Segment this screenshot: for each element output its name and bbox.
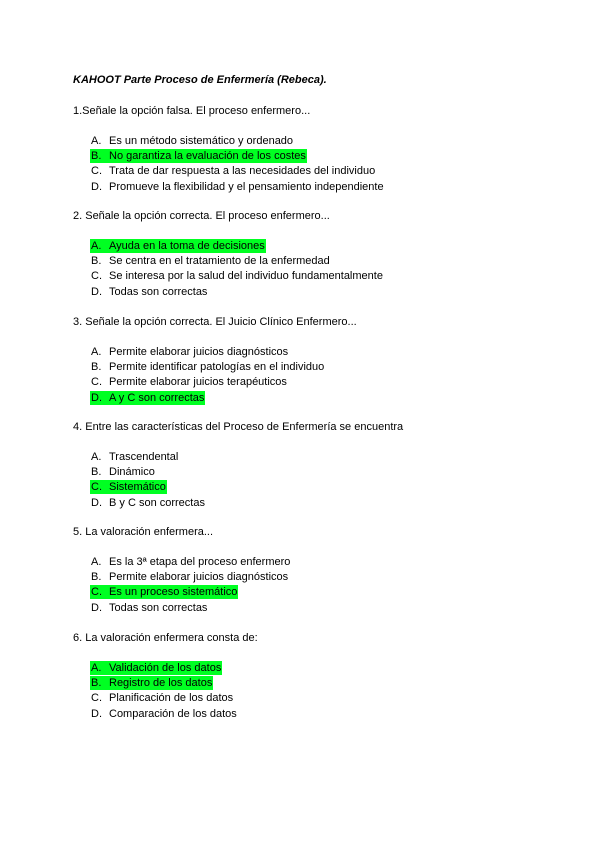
option-c (90, 164, 385, 179)
option-letter: B. (91, 466, 102, 479)
answer (90, 345, 289, 359)
question-text: 4. Entre las características del Proceso de Enfermería se encuentra (73, 421, 404, 433)
question-text: 6. La valoración enfermera consta de: (73, 632, 258, 644)
option-letter: B. (91, 150, 102, 163)
option-text: Es un método sistemático y ordenado (109, 135, 294, 147)
option-letter: D. (91, 285, 102, 298)
highlighted-answer (90, 391, 205, 405)
option-b (90, 149, 385, 164)
option-a (90, 555, 291, 570)
option-a (90, 134, 385, 149)
option-a (90, 345, 325, 360)
answer (90, 269, 384, 283)
highlighted-answer (90, 239, 266, 253)
answer (90, 134, 294, 148)
option-a (90, 450, 206, 465)
highlighted-answer (90, 661, 222, 675)
option-d (90, 391, 325, 406)
highlighted-answer (90, 676, 213, 690)
option-text: Permite elaborar juicios diagnósticos (109, 346, 289, 358)
answer (90, 450, 179, 464)
option-letter: B. (91, 255, 102, 268)
option-d (90, 707, 238, 722)
option-text: Es la 3ª etapa del proceso enfermero (109, 556, 291, 568)
option-d (90, 496, 206, 511)
option-letter: C. (91, 270, 102, 283)
option-text: Comparación de los datos (109, 707, 237, 720)
option-c (90, 480, 206, 495)
highlighted-answer (90, 480, 167, 494)
option-text: B y C son correctas (109, 496, 205, 509)
option-text: Registro de los datos (109, 677, 213, 690)
option-letter: C. (91, 481, 102, 494)
option-letter: B. (91, 571, 102, 584)
answer (90, 254, 331, 268)
option-text: Ayuda en la toma de decisiones (109, 240, 265, 252)
option-d (90, 285, 384, 300)
option-c (90, 691, 238, 706)
option-letter: C. (91, 376, 102, 389)
option-letter: C. (91, 692, 102, 705)
answer (90, 691, 234, 705)
option-list (90, 239, 384, 300)
option-text: No garantiza la evaluación de los costes (109, 150, 306, 163)
option-text: Planificación de los datos (109, 692, 234, 705)
highlighted-answer (90, 149, 307, 163)
answer (90, 360, 325, 374)
option-text: Dinámico (109, 466, 155, 479)
option-b (90, 676, 238, 691)
option-letter: B. (91, 361, 102, 374)
option-b (90, 360, 325, 375)
option-d (90, 601, 291, 616)
option-list (90, 450, 206, 511)
answer (90, 496, 206, 510)
option-a (90, 239, 384, 254)
option-text: Todas son correctas (109, 285, 208, 298)
option-letter: D. (91, 391, 102, 404)
option-a (90, 661, 238, 676)
question-text: 3. Señale la opción correcta. El Juicio Clínico Enfermero... (73, 316, 357, 328)
option-text: Promueve la flexibilidad y el pensamiento independiente (109, 180, 384, 193)
option-letter: A. (91, 662, 102, 674)
option-text: Sistemático (109, 481, 166, 494)
option-b (90, 570, 291, 585)
option-text: Se centra en el tratamiento de la enfermedad (109, 255, 330, 268)
option-d (90, 180, 385, 195)
option-letter: A. (91, 346, 102, 358)
option-text: Trata de dar respuesta a las necesidades del individuo (109, 165, 376, 178)
option-text: Se interesa por la salud del individuo fundamentalmente (109, 270, 383, 283)
option-text: Es un proceso sistemático (109, 586, 238, 599)
option-list (90, 134, 385, 195)
option-letter: D. (91, 707, 102, 720)
option-c (90, 375, 325, 390)
option-letter: B. (91, 677, 102, 690)
question-text: 5. La valoración enfermera... (73, 526, 214, 538)
option-letter: D. (91, 496, 102, 509)
answer (90, 285, 208, 299)
option-list (90, 661, 238, 722)
option-letter: D. (91, 601, 102, 614)
question-text: 1.Señale la opción falsa. El proceso enfermero... (73, 105, 311, 117)
answer (90, 465, 156, 479)
question-text: 2. Señale la opción correcta. El proceso enfermero... (73, 210, 330, 222)
option-list (90, 345, 325, 406)
option-text: Trascendental (109, 451, 179, 463)
answer (90, 164, 376, 178)
option-text: Validación de los datos (109, 662, 222, 674)
option-text: Todas son correctas (109, 601, 208, 614)
answer (90, 555, 291, 569)
option-letter: A. (91, 451, 102, 463)
option-list (90, 555, 291, 616)
answer (90, 570, 289, 584)
option-letter: A. (91, 240, 102, 252)
option-text: Permite identificar patologías en el individuo (109, 361, 325, 374)
option-letter: C. (91, 586, 102, 599)
option-text: A y C son correctas (109, 391, 205, 404)
document-title: KAHOOT Parte Proceso de Enfermería (Rebeca). (73, 74, 327, 86)
highlighted-answer (90, 585, 238, 599)
answer (90, 601, 208, 615)
option-text: Permite elaborar juicios diagnósticos (109, 571, 289, 584)
answer (90, 375, 288, 389)
option-letter: A. (91, 135, 102, 147)
option-b (90, 254, 384, 269)
option-letter: A. (91, 556, 102, 568)
option-text: Permite elaborar juicios terapéuticos (109, 376, 287, 389)
option-c (90, 585, 291, 600)
answer (90, 180, 385, 194)
answer (90, 707, 238, 721)
option-letter: D. (91, 180, 102, 193)
option-b (90, 465, 206, 480)
option-letter: C. (91, 165, 102, 178)
option-c (90, 269, 384, 284)
